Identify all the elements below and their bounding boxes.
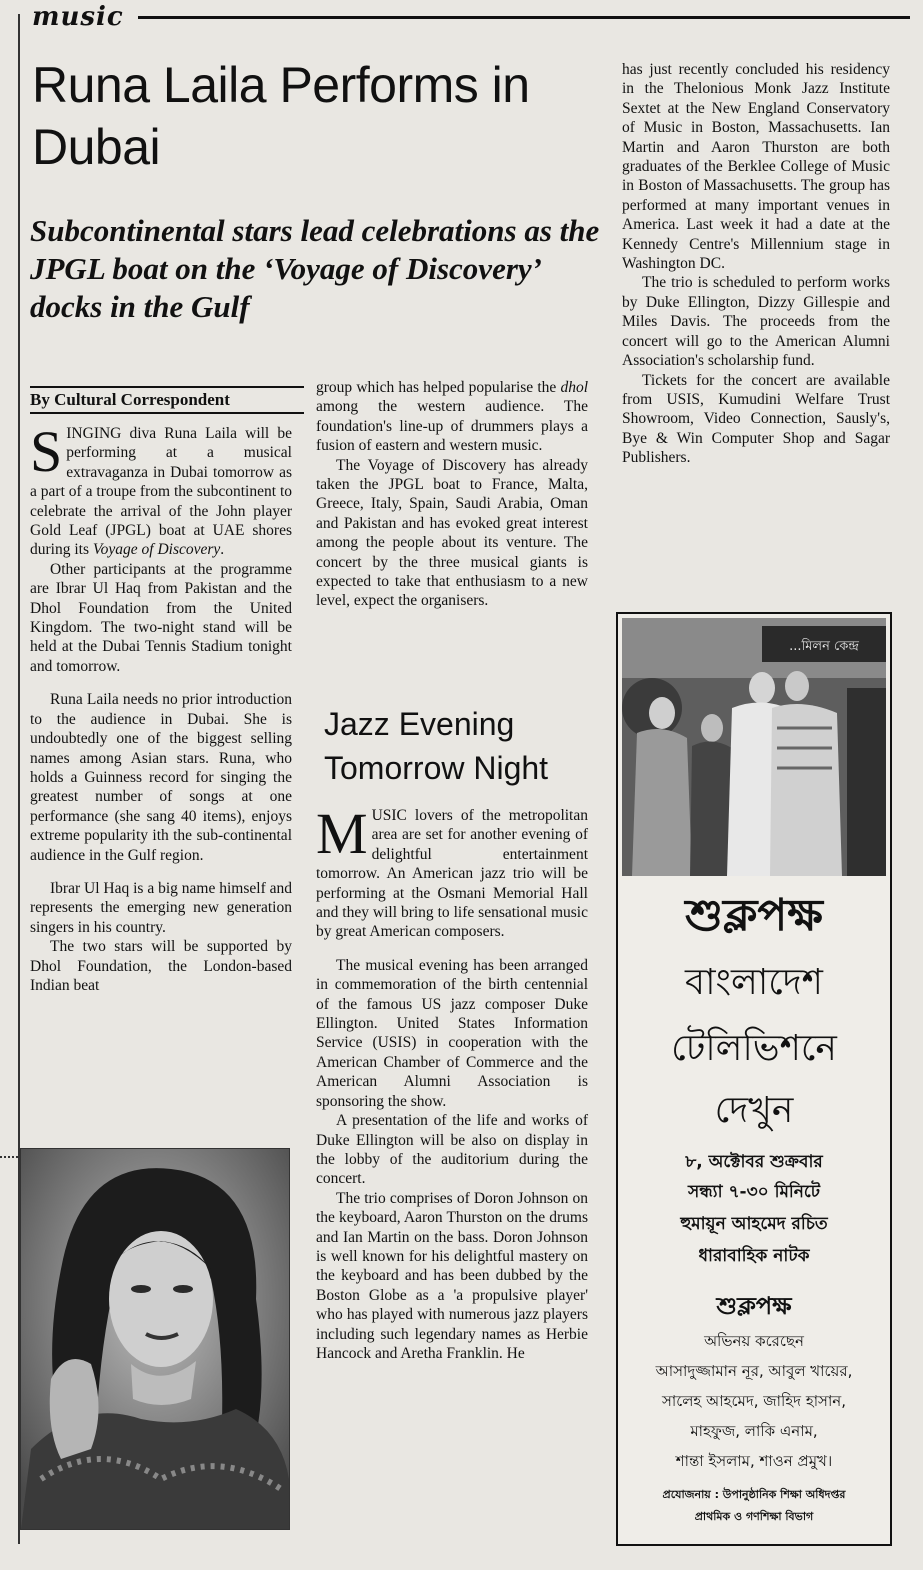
story1-column2 <box>316 378 588 611</box>
drop-cap: M <box>316 801 368 866</box>
drop-cap: S <box>30 419 63 484</box>
ad-logo-small: শুক্লপক্ষ <box>716 1292 792 1320</box>
story2-para5: has just recently concluded his residency in the Thelonious Monk Jazz Institute Sextet at the New England Conservatory of Music in Boston, Massachusetts. Ian Martin and Aaron Thurston are both graduates of the Berklee College of Music in Boston of Massachusetts. The group has performed at many important venues in America. Last week it had a date at the Kennedy Centre's Millennium stage in Washington DC. <box>622 61 890 273</box>
story2-para2: The musical evening has been arranged in commemoration of the birth centennial of the famous US jazz composer Duke Ellington. United States Information Service (USIS) in cooperation with the American Chamber of Commerce and the American Alumni Association is sponsoring the show. <box>316 956 588 1110</box>
story2-column3 <box>622 60 890 468</box>
ad-cast-label: অভিনয় করেছেন <box>704 1332 804 1350</box>
ad-line1: বাংলাদেশ <box>685 962 823 1003</box>
section-label: music <box>32 2 124 32</box>
ad-cast-line4: শান্তা ইসলাম, শাওন প্রমুখ। <box>675 1452 833 1470</box>
byline: By Cultural Correspondent <box>30 386 304 414</box>
story2-para1: MUSIC lovers of the metropolitan area are set for another evening of delightful entertainment tomorrow. An American jazz trio will be performing at the Osmani Memorial Hall and they will bring to life sensational music by great American composers. <box>316 801 588 941</box>
ad-cast-line2: সালেহ আহমেদ, জাহিদ হাসান, <box>661 1392 847 1410</box>
ad-sponsor-line1: প্রযোজনায় : উপানুষ্ঠানিক শিক্ষা অধিদপ্তর <box>662 1488 846 1501</box>
cut-line <box>0 1156 18 1168</box>
ad-time: সন্ধ্যা ৭-৩০ মিনিটে <box>687 1182 820 1202</box>
ad-author: হুমায়ূন আহমেদ রচিত <box>680 1214 828 1234</box>
story2-para6: The trio is scheduled to perform works by Duke Ellington, Dizzy Gillespie and Miles Davis. The proceeds from the concert will go to the American Alumni Association's scholarship fund. <box>622 274 890 370</box>
story1-para7: The Voyage of Discovery has already taken the JPGL boat to France, Malta, Greece, Italy, Spain, Saudi Arabia, Oman and Pakistan and has evoked great interest among the people about its venture. The concert by the three musical giants is expected to take that enthusiasm to a new level, expect the organisers. <box>316 456 588 610</box>
ad-line3: দেখুন <box>714 1090 794 1131</box>
story2-para3: A presentation of the life and works of Duke Ellington will be also on display in the lobby of the auditorium during the concert. <box>316 1112 588 1188</box>
story1-column1 <box>30 419 292 995</box>
ad-sponsor-line2: প্রাথমিক ও গণশিক্ষা বিভাগ <box>694 1510 814 1523</box>
story1-para3: Runa Laila needs no prior introduction to the audience in Dubai. She is undoubtedly one of the biggest selling names among Asian stars. Runa, who holds a Guinness record for singing the greatest number of songs at one performance (she sang 40 items), enjoys extreme popularity ith the sub-continental audience in the Gulf region. <box>30 691 292 864</box>
story1-para6: group which has helped popularise the dhol among the western audience. The foundation's line-up of drummers plays a fusion of eastern and western music. <box>316 379 588 455</box>
ad-logo: শুক্লপক্ষ <box>685 890 823 941</box>
ad-cast-line3: মাহফুজ, লাকি এনাম, <box>690 1422 818 1440</box>
ad-line2: টেলিভিশনে <box>671 1028 837 1069</box>
story2-column2 <box>316 801 588 1363</box>
ad-photo-sign: ...মিলন কেন্দ্র <box>789 639 859 654</box>
ad-type: ধারাবাহিক নাটক <box>698 1246 810 1266</box>
story2-para7: Tickets for the concert are available from USIS, Kumudini Welfare Trust Showroom, Video Connection, Sausly's, Bye & Win Computer Shop and Sagar Publishers. <box>622 371 890 467</box>
ad-photo <box>622 618 886 876</box>
headline: Runa Laila Performs in Dubai <box>32 57 530 175</box>
story1-para2: Other participants at the programme are Ibrar Ul Haq from Pakistan and the Dhol Foundation from the United Kingdom. The two-night stand will be held at the Dubai Tennis Stadium tonight and tomorrow. <box>30 560 292 675</box>
story2-para4: The trio comprises of Doron Johnson on the keyboard, Aaron Thurston on the drums and Ian Martin on the bass. Doron Johnson is well known for his delightful mastery on the keyboard and has been dubbed by the Boston Globe as a 'a propulsive player' who has played with numerous jazz players including such legendary names as Herbie Hancock and Aretha Franklin. He <box>316 1189 588 1362</box>
story1-para1: SINGING diva Runa Laila will be performing at a musical extravaganza in Dubai tomorrow as a part of a troupe from the subcontinent to celebrate the arrival of the John player Gold Leaf (JPGL) boat at UAE shores during its Voyage of Discovery. <box>30 419 292 559</box>
portrait-image <box>21 1149 289 1529</box>
story1-para4: Ibrar Ul Haq is a big name himself and represents the emerging new generation singers in his country. <box>30 879 292 936</box>
jazz-headline: Jazz Evening Tomorrow Night <box>324 706 549 786</box>
runa-laila-photo <box>20 1148 290 1530</box>
section-rule <box>138 16 910 19</box>
story1-para5: The two stars will be supported by Dhol Foundation, the London-based Indian beat <box>30 938 292 994</box>
ad-date: ৮, অক্টোবর শুক্রবার <box>685 1152 823 1172</box>
ad-cast-line1: আসাদুজ্জামান নূর, আবুল খায়ের, <box>655 1362 853 1380</box>
deck: Subcontinental stars lead celebrations as the JPGL boat on the ‘Voyage of Discovery’ docks in the Gulf <box>30 213 600 324</box>
ad-photo-image <box>622 618 886 876</box>
tv-drama-advertisement <box>616 612 892 1546</box>
